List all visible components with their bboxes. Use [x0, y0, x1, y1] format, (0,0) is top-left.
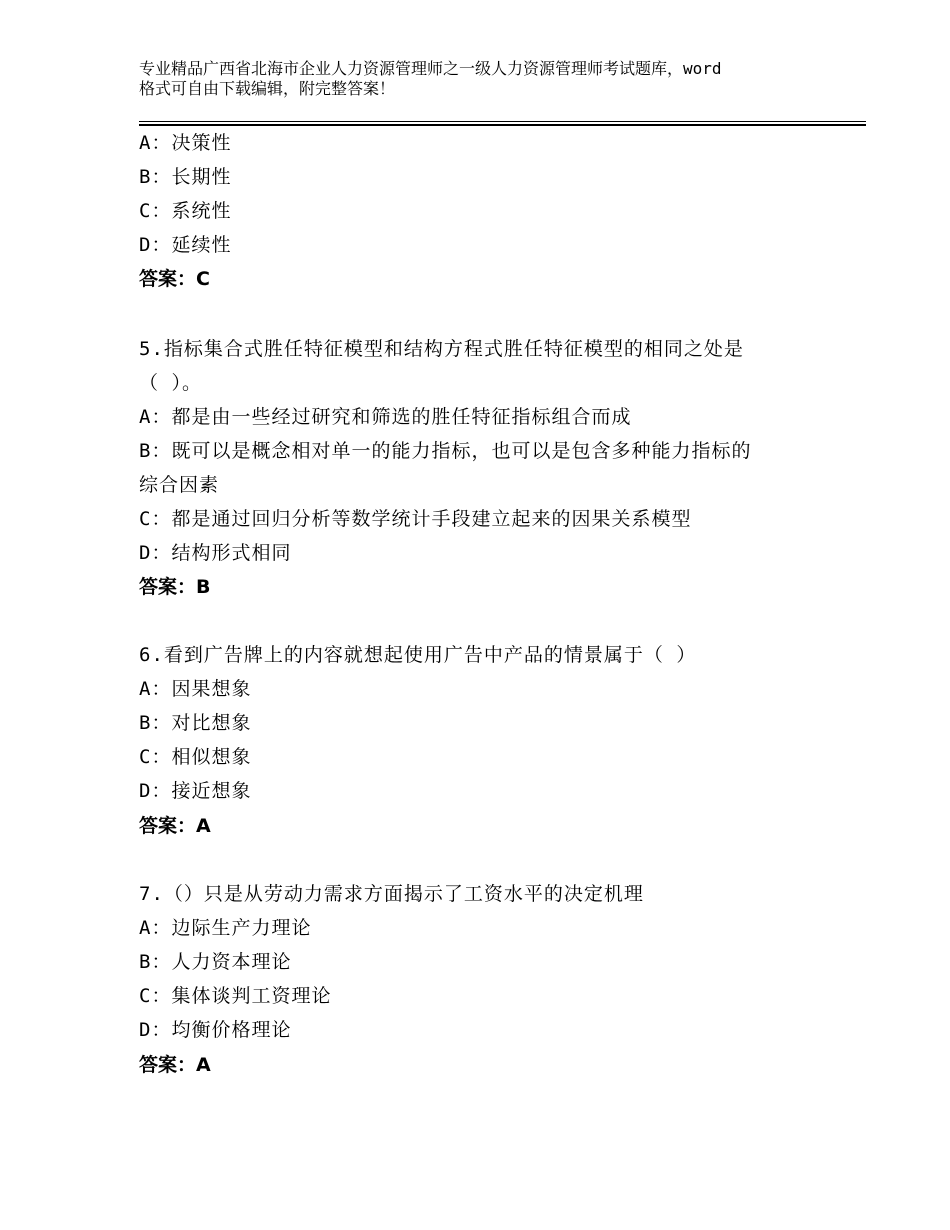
header-divider-thick [139, 124, 866, 126]
q7-option-a: A：边际生产力理论 [139, 917, 312, 939]
q5-option-b-line-1: B：既可以是概念相对单一的能力指标，也可以是包含多种能力指标的 [139, 440, 752, 462]
q5-option-b-line-2: 综合因素 [139, 474, 220, 496]
q7-answer: 答案：A [139, 1054, 211, 1076]
q5-stem-line-1: 5.指标集合式胜任特征模型和结构方程式胜任特征模型的相同之处是 [139, 338, 744, 360]
q5-option-d: D：结构形式相同 [139, 542, 292, 564]
q6-option-c: C：相似想象 [139, 746, 252, 768]
q6-option-d: D：接近想象 [139, 780, 252, 802]
q6-option-b: B：对比想象 [139, 712, 252, 734]
q4-option-b: B：长期性 [139, 166, 232, 188]
q6-answer: 答案：A [139, 815, 211, 837]
q4-option-d: D：延续性 [139, 234, 232, 256]
q5-answer: 答案：B [139, 576, 211, 598]
q5-option-c: C：都是通过回归分析等数学统计手段建立起来的因果关系模型 [139, 508, 692, 530]
q7-stem: 7.（）只是从劳动力需求方面揭示了工资水平的决定机理 [139, 883, 644, 905]
q5-stem-line-2: （ ）。 [139, 372, 202, 394]
q4-option-a: A：决策性 [139, 132, 232, 154]
q4-option-c: C：系统性 [139, 200, 232, 222]
q7-option-d: D：均衡价格理论 [139, 1019, 292, 1041]
header-line-2: 格式可自由下载编辑，附完整答案！ [139, 79, 396, 98]
q6-stem: 6.看到广告牌上的内容就想起使用广告中产品的情景属于（ ） [139, 644, 697, 666]
q4-answer: 答案：C [139, 268, 210, 290]
header-line-1: 专业精品广西省北海市企业人力资源管理师之一级人力资源管理师考试题库，word [139, 59, 722, 78]
q6-option-a: A：因果想象 [139, 678, 252, 700]
q5-option-a: A：都是由一些经过研究和筛选的胜任特征指标组合而成 [139, 406, 632, 428]
header-divider-thin [139, 121, 866, 122]
document-header [139, 59, 839, 99]
q7-option-b: B：人力资本理论 [139, 951, 292, 973]
q7-option-c: C：集体谈判工资理论 [139, 985, 332, 1007]
